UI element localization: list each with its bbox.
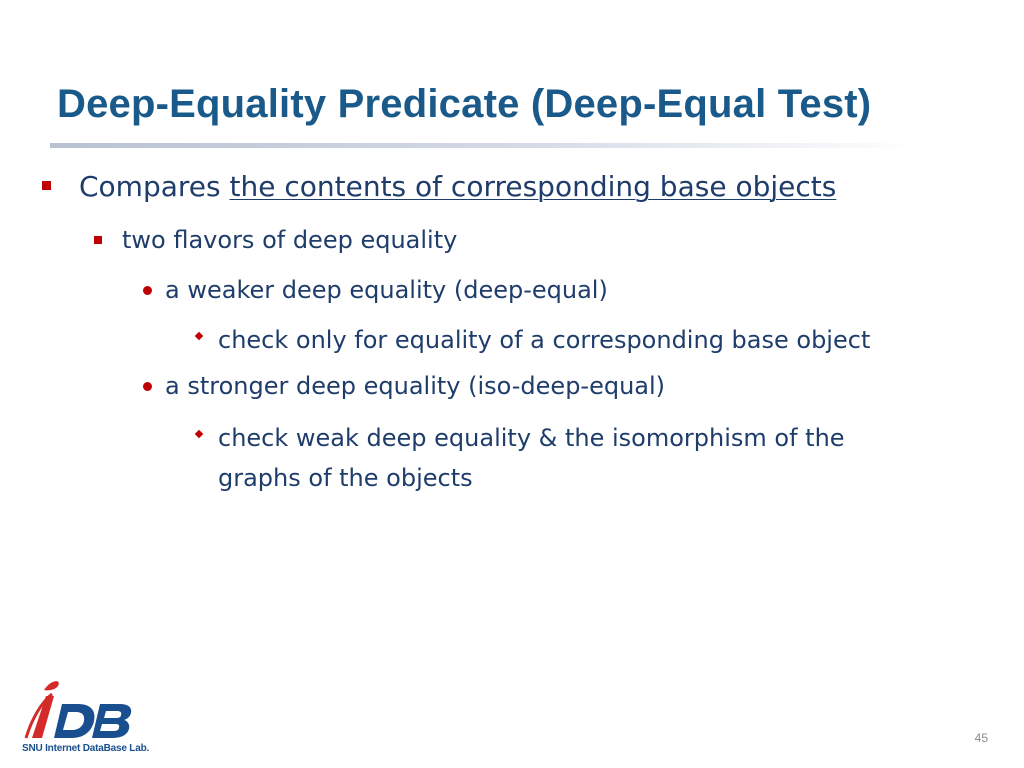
- logo-caption: SNU Internet DataBase Lab.: [22, 743, 150, 754]
- bullet-prefix: Compares: [79, 170, 230, 203]
- bullet-level1-text: [79, 170, 836, 203]
- bullet-level2-text: two flavors of deep equality: [122, 226, 458, 254]
- idb-logo-icon: [22, 678, 142, 744]
- bullet-weak-detail-text: check only for equality of a corresponding base object: [218, 326, 871, 354]
- square-bullet-icon: [42, 181, 51, 190]
- square-bullet-icon: [94, 236, 102, 244]
- detail-line2: graphs of the objects: [218, 464, 473, 492]
- idb-logo: [22, 678, 150, 756]
- round-bullet-icon: [143, 382, 152, 391]
- diamond-bullet-icon: [195, 430, 203, 438]
- underlined-phrase: the contents of corresponding base objects: [229, 170, 837, 203]
- detail-line1: check weak deep equality & the isomorphism of the: [218, 424, 845, 452]
- slide-title: Deep-Equality Predicate (Deep-Equal Test): [57, 82, 872, 126]
- bullet-weak-text: a weaker deep equality (deep-equal): [165, 276, 608, 304]
- bullet-strong-text: a stronger deep equality (iso-deep-equal): [165, 372, 666, 400]
- round-bullet-icon: [143, 286, 152, 295]
- diamond-bullet-icon: [195, 332, 203, 340]
- bullet-strong-detail-text: [218, 418, 845, 498]
- title-divider: [50, 143, 920, 148]
- page-number: 45: [974, 731, 988, 745]
